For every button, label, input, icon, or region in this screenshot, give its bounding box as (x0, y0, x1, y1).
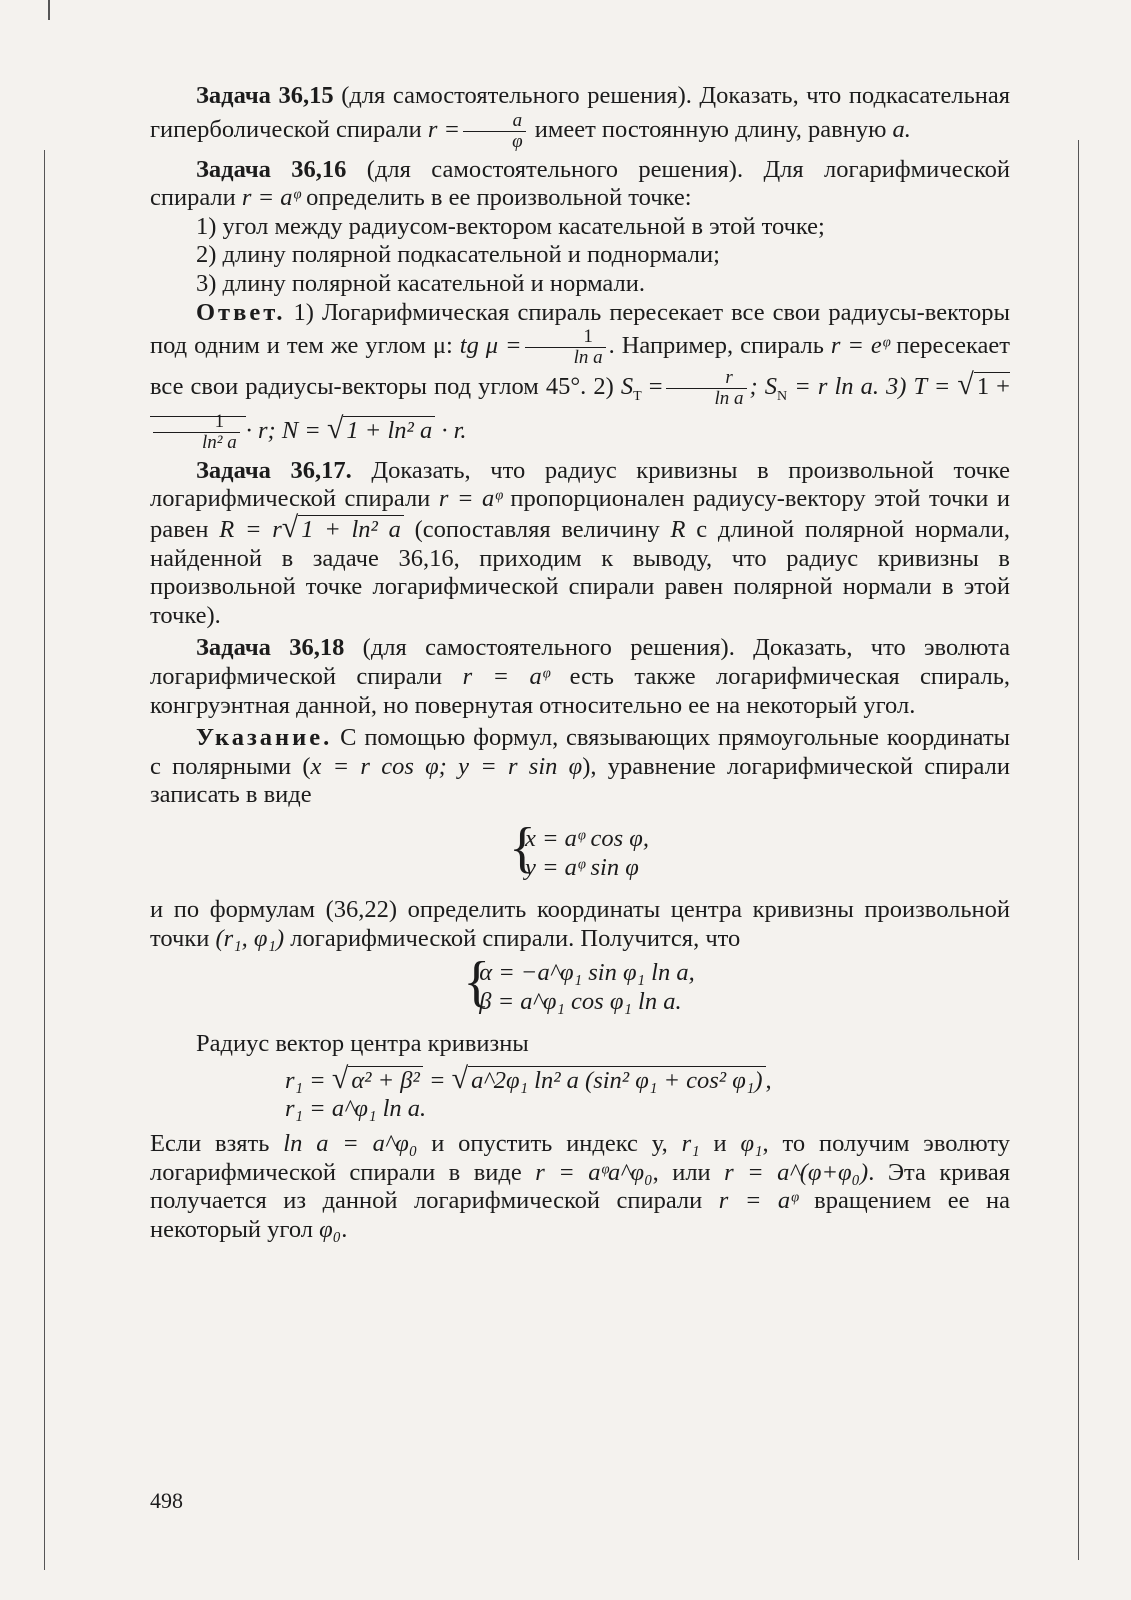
task-heading: Задача 36,17. (196, 456, 352, 484)
paragraph-task-36-17: Задача 36,17. Доказать, что радиус кривизны в произвольной точке логарифмической спирали r = aᵠ пропорционален радиусу-вектору этой точки и равен R = r√ 1 + ln² a (сопоставляя величину R с длиной полярной нормали, найденной в задаче 36,16, приходим к выводу, что радиус кривизны в произвольной точке логарифмической спирали равен полярной нормали в этой точке). (150, 456, 1011, 629)
document-page (150, 82, 1010, 1244)
list-item: 2) длину полярной подкасательной и поднормали; (196, 241, 720, 269)
equation-system-2: { α = −a^φ₁ sin φ₁ ln a, β = a^φ₁ cos φ₁ ln a. (463, 950, 695, 1015)
task-heading: Задача 36,18 (196, 634, 345, 662)
equation-radius-result: r₁ = a^φ₁ ln a. (285, 1095, 427, 1123)
list-item: 1) угол между радиусом-вектором касательной в этой точке; (196, 212, 825, 240)
paragraph-task-36-15: Задача 36,15 (для самостоятельного решения). Доказать, что подкасательная гиперболической спирали r = $\frac{a}{\varphi}$ имеет постоянную длину, равную a. (150, 82, 1011, 152)
scan-edge-right (1078, 140, 1079, 1560)
scan-edge-left-2 (44, 150, 45, 1570)
list-item: 3) длину полярной касательной и нормали. (196, 269, 645, 297)
paragraph-conclusion: Если взять ln a = a^φ₀ и опустить индекс у, r₁ и φ₁, то получим эволюту логарифмической спирали в виде r = aᵠa^φ₀, или r = a^(φ+φ₀). Эта кривая получается из данной логарифмической спирали r = aᵠ вращением ее на некоторый угол φ₀. (150, 1130, 1010, 1243)
sqrt-sign: √ (281, 510, 299, 544)
paragraph-radius-vector: Радиус вектор центра кривизны (196, 1030, 529, 1058)
fraction: $\frac{r}{\text{ln a}}$ (666, 368, 747, 409)
task-heading: Задача 36,15 (196, 82, 334, 109)
equation-radius: r₁ = √ α² + β² = √ a^2φ₁ ln² a (sin² φ₁ + cos² φ₁) , (285, 1061, 772, 1095)
sqrt-sign: √ (326, 411, 344, 445)
sqrt-body: 1 + $\frac{1}{\text{ln² a}}$ (150, 372, 1010, 444)
paragraph-hint: Указание. С помощью формул, связывающих прямоугольные координаты с полярными (x = r cos φ; y = r sin φ), уравнение логарифмической спирали записать в виде (150, 724, 1010, 809)
answer-label: Ответ. (196, 298, 286, 326)
task-heading: Задача 36,16 (196, 155, 347, 183)
paragraph-answer: Ответ. 1) Логарифмическая спираль пересекает все свои радиусы-векторы под одним и тем же углом μ: tg μ = $\frac{1}{\text{ln a}}$ . Например, спираль r = eᵠ пересекает все свои радиусы-векторы под углом 45°. 2) $S_T$ = $\frac{r}{\text{ln a}}$ ; $S_N = r$ ln a. 3) T = √ 1 + $\frac{1}{\text{ln² a}}$ · r; N = √ 1 + ln² a · r. (150, 298, 1010, 453)
paragraph-task-36-18: Задача 36,18 (для самостоятельного решения). Доказать, что эволюта логарифмической спирали r = aᵠ есть также логарифмическая спираль, конгруэнтная данной, но повернутая относительно ее на некоторый угол. (150, 634, 1010, 719)
fraction: $\frac{a}{\varphi}$ (463, 111, 526, 152)
scan-edge-left-1 (48, 0, 50, 20)
paragraph-continuation: и по формулам (36,22) определить координаты центра кривизны произвольной точки (r₁, φ₁) логарифмической спирали. Получится, что (150, 896, 1010, 953)
sqrt-body: 1 + ln² a (343, 416, 435, 444)
sqrt-body: 1 + ln² a (298, 515, 404, 543)
equation-system-1: { x = aᵠ cos φ, y = aᵠ sin φ (509, 816, 649, 881)
sqrt-sign: √ (957, 368, 974, 402)
hint-label: Указание. (196, 724, 333, 752)
page-number: 498 (150, 1488, 183, 1513)
paragraph-task-36-16: Задача 36,16 (для самостоятельного решения). Для логарифмической спирали r = aᵠ определить в ее произвольной точке: (150, 155, 1010, 212)
fraction: $\frac{1}{\text{ln a}}$ (525, 327, 606, 368)
